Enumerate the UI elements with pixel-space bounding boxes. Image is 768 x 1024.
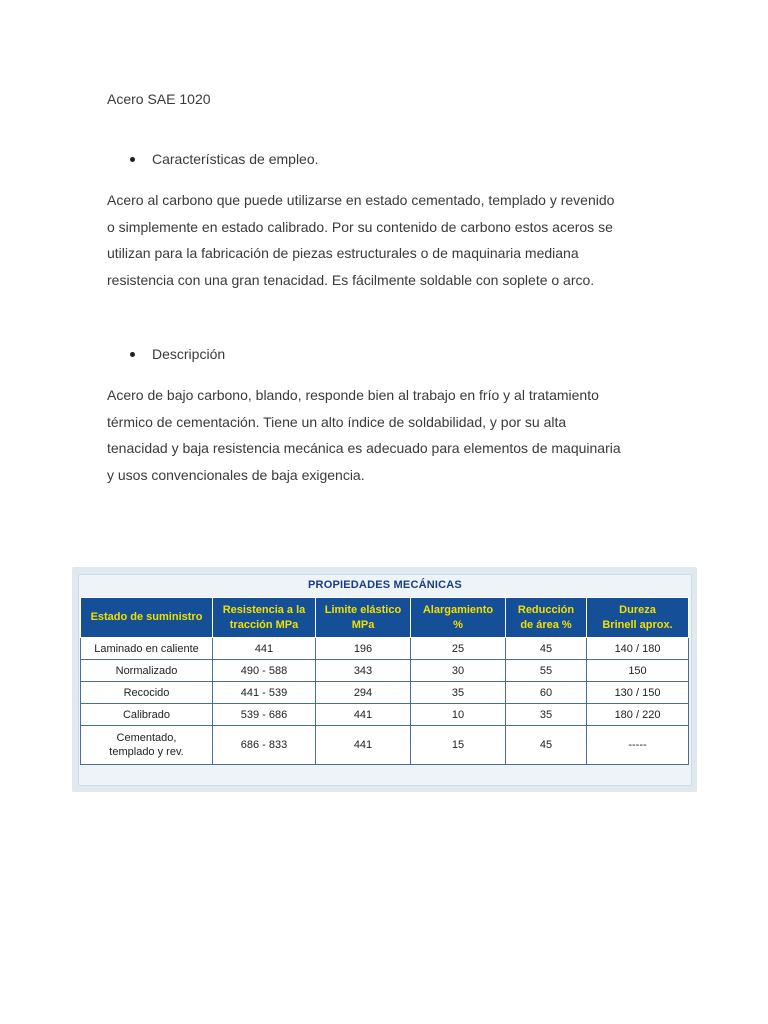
table-cell: 45 xyxy=(506,726,587,765)
table-cell: 35 xyxy=(411,682,506,704)
row-label-line: Cementado, xyxy=(116,732,177,744)
properties-table-panel xyxy=(78,574,692,786)
paragraph-line: resistencia con una gran tenacidad. Es fácilmente soldable con soplete o arco. xyxy=(107,272,595,289)
column-header-line: MPa xyxy=(351,618,375,631)
row-label-cell xyxy=(81,638,213,660)
row-label-line: Normalizado xyxy=(115,664,178,677)
table-body xyxy=(81,638,689,765)
table-cell: ----- xyxy=(587,726,689,765)
paragraph-empleo xyxy=(107,187,667,294)
table-cell: 35 xyxy=(506,704,587,726)
table-cell: 343 xyxy=(316,660,411,682)
table-cell: 180 / 220 xyxy=(587,704,689,726)
properties-table-image xyxy=(72,567,697,792)
table-cell: 441 xyxy=(213,638,316,660)
column-header xyxy=(213,598,316,638)
column-header-line: Resistencia a la xyxy=(222,603,306,616)
table-cell: 30 xyxy=(411,660,506,682)
table-cell: 196 xyxy=(316,638,411,660)
column-header-line: Alargamiento xyxy=(422,603,494,616)
table-cell: 441 - 539 xyxy=(213,682,316,704)
paragraph-descripcion xyxy=(107,382,667,489)
table-row xyxy=(81,704,689,726)
table-header xyxy=(81,598,689,638)
column-header-line: Limite elástico xyxy=(324,603,402,616)
table-cell: 140 / 180 xyxy=(587,638,689,660)
column-header-line: % xyxy=(453,618,463,631)
paragraph-line: térmico de cementación. Tiene un alto índice de soldabilidad, y por su alta xyxy=(107,413,567,430)
column-header-line: tracción MPa xyxy=(229,618,299,631)
table-title: PROPIEDADES MECÁNICAS xyxy=(308,579,462,591)
table-cell: 130 / 150 xyxy=(587,682,689,704)
column-header-line: Reducción xyxy=(517,603,575,616)
table-cell: 55 xyxy=(506,660,587,682)
row-label-cell xyxy=(81,704,213,726)
table-cell: 10 xyxy=(411,704,506,726)
paragraph-line: Acero al carbono que puede utilizarse en estado cementado, templado y revenido xyxy=(107,192,615,208)
table-row xyxy=(81,682,689,704)
document-title: Acero SAE 1020 xyxy=(107,91,211,107)
paragraph-line: y usos convencionales de baja exigencia. xyxy=(107,467,365,484)
bullet-dot-icon xyxy=(130,352,135,357)
row-label-line: templado y rev. xyxy=(109,746,184,758)
paragraph-line: utilizan para la fabricación de piezas estructurales o de maquinaria mediana xyxy=(107,245,579,262)
table-row xyxy=(81,726,689,765)
column-header xyxy=(411,598,506,638)
paragraph-line: tenacidad y baja resistencia mecánica es adecuado para elementos de maquinaria xyxy=(107,440,621,457)
table-cell: 25 xyxy=(411,638,506,660)
column-header-line: Brinell aprox. xyxy=(602,618,673,631)
table-cell: 539 - 686 xyxy=(213,704,316,726)
column-header xyxy=(316,598,411,638)
row-label-cell xyxy=(81,660,213,682)
table-cell: 441 xyxy=(316,704,411,726)
row-label-cell xyxy=(81,682,213,704)
table-cell: 686 - 833 xyxy=(213,726,316,765)
table-cell: 60 xyxy=(506,682,587,704)
column-header xyxy=(506,598,587,638)
table-header-row xyxy=(81,598,689,638)
section-heading-text: Descripción xyxy=(152,346,226,362)
bullet-dot-icon xyxy=(130,157,135,162)
section-heading-text: Características de empleo. xyxy=(152,151,319,167)
column-header-line: de área % xyxy=(520,618,572,631)
mechanical-properties-table xyxy=(80,597,689,765)
column-header xyxy=(587,598,689,638)
column-header xyxy=(81,598,213,638)
paragraph-line: o simplemente en estado calibrado. Por su contenido de carbono estos aceros se xyxy=(107,218,613,235)
row-label-cell xyxy=(81,726,213,765)
table-cell: 150 xyxy=(587,660,689,682)
column-header-line: Estado de suministro xyxy=(90,611,203,623)
paragraph-line: Acero de bajo carbono, blando, responde bien al trabajo en frío y al tratamiento xyxy=(107,387,599,403)
table-cell: 490 - 588 xyxy=(213,660,316,682)
section-heading-empleo xyxy=(130,151,319,167)
table-cell: 15 xyxy=(411,726,506,765)
row-label-line: Laminado en caliente xyxy=(94,642,199,655)
table-cell: 45 xyxy=(506,638,587,660)
section-heading-descripcion xyxy=(130,346,225,362)
table-cell: 294 xyxy=(316,682,411,704)
row-label-line: Calibrado xyxy=(122,708,171,721)
table-cell: 441 xyxy=(316,726,411,765)
row-label-line: Recocido xyxy=(123,686,170,699)
column-header-line: Dureza xyxy=(619,603,656,616)
table-row xyxy=(81,638,689,660)
table-row xyxy=(81,660,689,682)
